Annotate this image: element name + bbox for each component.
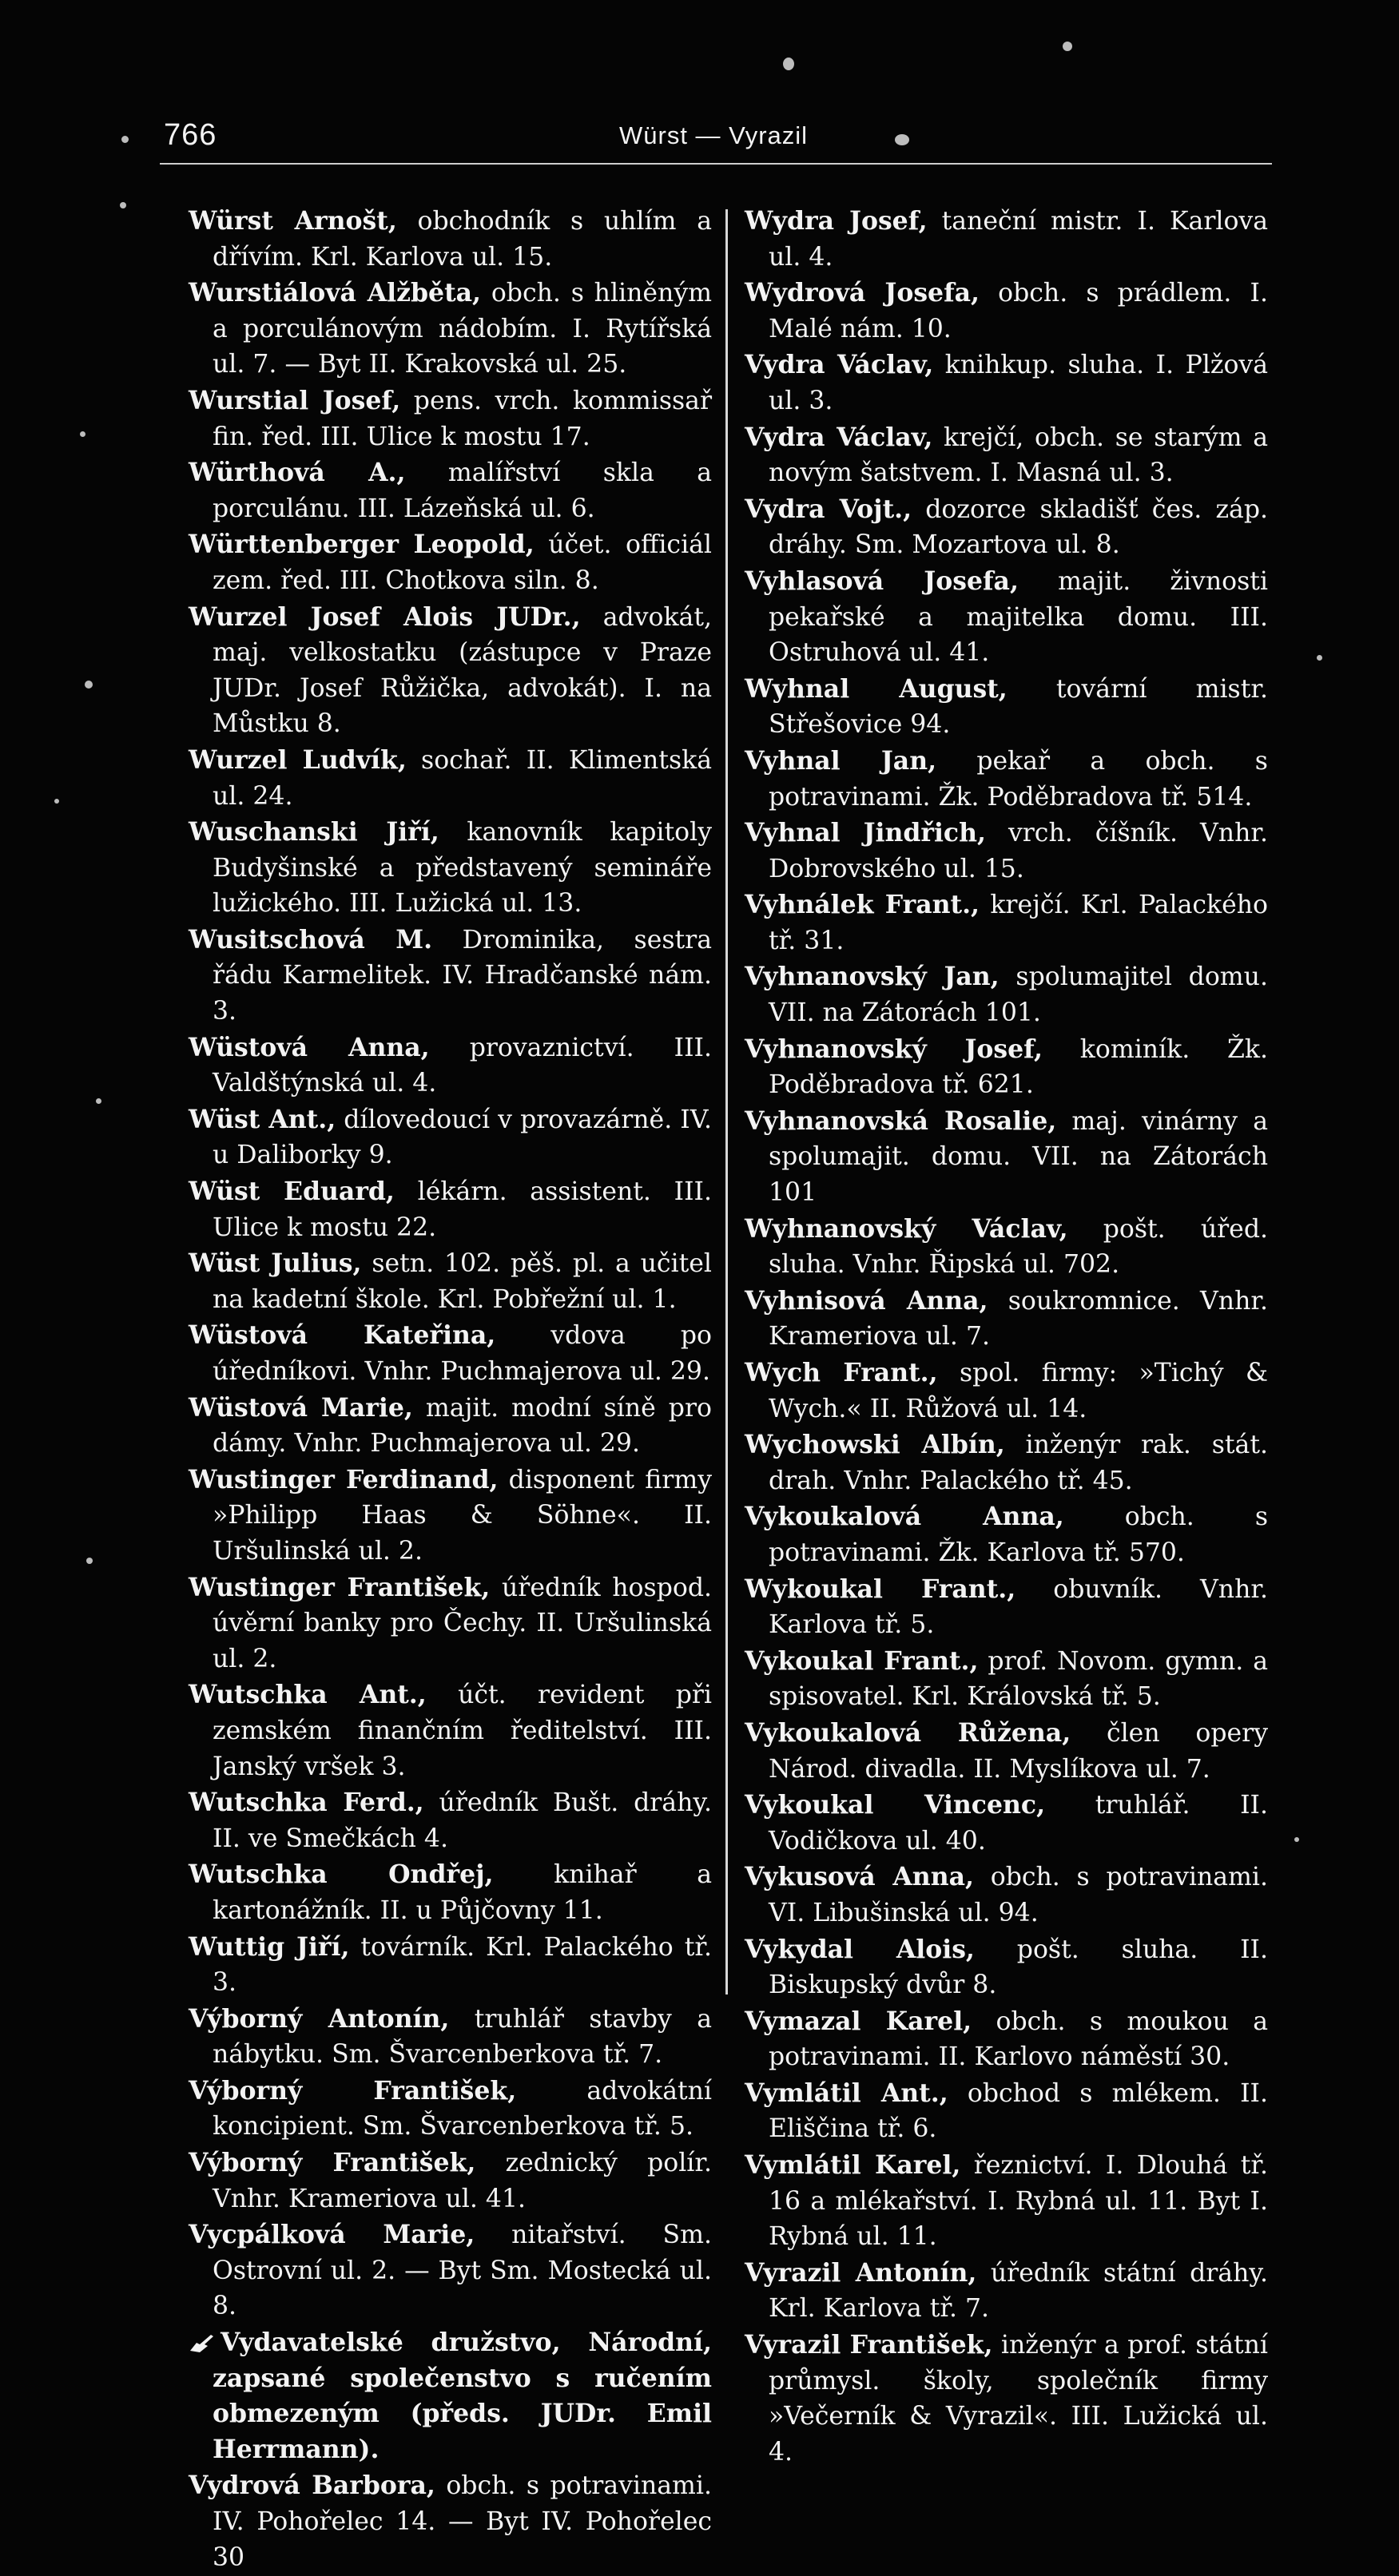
entry-details: obch. s prádlem. I. Malé nám. 10. bbox=[769, 279, 1268, 343]
directory-entry bbox=[189, 2002, 712, 2073]
directory-entry bbox=[745, 1499, 1268, 1570]
entry-details: tovární mistr. Střešovice 94. bbox=[769, 674, 1268, 740]
entry-details: kanovník kapitoly Budyšinské a představený semináře lužického. III. Lužická ul. 13. bbox=[213, 818, 712, 919]
entry-details: spolumajitel domu. VII. na Zátorách 101. bbox=[769, 963, 1268, 1028]
entry-name: Výborný František, bbox=[189, 2148, 476, 2178]
directory-entry bbox=[745, 347, 1268, 419]
entry-name: Wykoukal Frant., bbox=[745, 1574, 1016, 1604]
directory-entry bbox=[745, 1104, 1268, 1211]
entry-name: Vykoukal Frant., bbox=[745, 1645, 979, 1676]
entry-name: Vykoukalová Růžena, bbox=[745, 1717, 1071, 1748]
entry-details: truhlář. II. Vodičkova ul. 40. bbox=[769, 1791, 1268, 1856]
running-title: Würst — Vyrazil bbox=[619, 121, 809, 149]
entry-name: Wydrová Josefa, bbox=[745, 278, 980, 308]
directory-entry bbox=[189, 1785, 712, 1856]
entry-name: Vymlátil Karel, bbox=[745, 2150, 961, 2181]
directory-entry bbox=[189, 815, 712, 922]
directory-entry bbox=[745, 1860, 1268, 1931]
entry-name: Vykusová Anna, bbox=[745, 1862, 974, 1892]
directory-entry bbox=[745, 959, 1268, 1030]
directory-entry bbox=[745, 1355, 1268, 1427]
entry-name: Vycpálková Marie, bbox=[189, 2220, 475, 2250]
entry-details: obch. s hliněným a porculánovým nádobím. I. Rytířská ul. 7. — Byt II. Krakovská ul. 25. bbox=[213, 279, 712, 379]
directory-entry bbox=[189, 1174, 712, 1245]
entry-details: obch. s potravinami. VI. Libušinská ul. 94. bbox=[769, 1863, 1268, 1927]
entry-name: Wutschka Ant., bbox=[189, 1680, 427, 1710]
entry-name: Wurstiálová Alžběta, bbox=[189, 278, 482, 308]
directory-entry bbox=[745, 1572, 1268, 1643]
entry-name: Wyhnal August, bbox=[745, 673, 1008, 704]
directory-entry bbox=[745, 2256, 1268, 2327]
entry-name: Vydra Václav, bbox=[745, 422, 933, 452]
directory-entry bbox=[189, 1246, 712, 1317]
entry-details: inženýr a prof. státní průmysl. školy, společník firmy »Večerník & Vyrazil«. III. Lužická ul. 4. bbox=[769, 2331, 1268, 2467]
pointing-hand-icon bbox=[189, 2332, 216, 2354]
entry-name: Wyhnanovský Václav, bbox=[745, 1213, 1068, 1244]
left-column bbox=[189, 204, 712, 2576]
entry-name: Výborný Antonín, bbox=[189, 2003, 450, 2034]
directory-entry bbox=[745, 420, 1268, 491]
entry-details: spol. firmy: »Tichý & Wych.« II. Růžová ul. 14. bbox=[769, 1359, 1268, 1423]
entry-details: úředník Bušt. dráhy. II. ve Smečkách 4. bbox=[213, 1788, 713, 1853]
entry-name: Vyhnal Jan, bbox=[745, 745, 937, 776]
scan-speck bbox=[120, 202, 126, 208]
entry-details: provaznictví. III. Valdštýnská ul. 4. bbox=[213, 1033, 712, 1098]
scan-speck bbox=[1317, 655, 1322, 661]
directory-entry bbox=[189, 455, 712, 526]
directory-entry bbox=[189, 2074, 712, 2145]
entry-details: maj. vinárny a spolumajit. domu. VII. na Zátorách 101 bbox=[769, 1106, 1268, 1208]
directory-entry bbox=[745, 1032, 1268, 1103]
scan-speck bbox=[86, 1558, 93, 1564]
directory-entry bbox=[745, 492, 1268, 563]
entry-details: obch. s moukou a potravinami. II. Karlovo náměstí 30. bbox=[769, 2006, 1268, 2072]
entry-name: Vymazal Karel, bbox=[745, 2006, 972, 2036]
entry-name: Wüstová Kateřina, bbox=[189, 1320, 496, 1351]
entry-details: vdova po úředníkovi. Vnhr. Puchmajerova ul. 29. bbox=[213, 1321, 712, 1386]
entry-name: Wusitschová M. bbox=[189, 924, 433, 955]
entry-name: Vykoukalová Anna, bbox=[745, 1502, 1064, 1532]
entry-name: Vydavatelské družstvo, Národní, zapsané společenstvo s ručením obmezeným (předs. JUDr. Emil Herrmann). bbox=[213, 2328, 712, 2464]
entry-details: taneční mistr. I. Karlova ul. 4. bbox=[769, 207, 1269, 272]
entry-name: Vykoukal Vincenc, bbox=[745, 1790, 1046, 1820]
entry-name: Wurzel Josef Alois JUDr., bbox=[189, 601, 581, 632]
directory-entry bbox=[189, 527, 712, 598]
directory-entry bbox=[189, 1857, 712, 1928]
entry-details: řeznictví. I. Dlouhá tř. 16 a mlékařství. I. Rybná ul. 11. Byt I. Rybná ul. 11. bbox=[769, 2151, 1268, 2252]
entry-details: malířství skla a porculánu. III. Lázeňská ul. 6. bbox=[213, 458, 712, 523]
entry-details: kominík. Žk. Poděbradova tř. 621. bbox=[769, 1034, 1268, 1100]
entry-details: účt. revident při zemském finančním ředitelství. III. Janský vršek 3. bbox=[213, 1681, 712, 1781]
entry-details: disponent firmy »Philipp Haas & Söhne«. II. Uršulinská ul. 2. bbox=[213, 1465, 712, 1566]
directory-entry bbox=[745, 1716, 1268, 1787]
entry-details: člen opery Národ. divadla. II. Myslíkova ul. 7. bbox=[769, 1718, 1269, 1784]
directory-entry bbox=[189, 1463, 712, 1570]
directory-entry bbox=[189, 1030, 712, 1101]
page-number: 766 bbox=[164, 118, 217, 152]
entry-details: majit. živnosti pekařské a majitelka domu. III. Ostruhová ul. 41. bbox=[769, 566, 1268, 668]
directory-entry bbox=[745, 2328, 1268, 2470]
entry-name: Wychowski Albín, bbox=[745, 1430, 1005, 1460]
directory-entry bbox=[745, 1932, 1268, 2003]
directory-entry bbox=[745, 887, 1268, 959]
directory-entry bbox=[189, 2217, 712, 2324]
entry-name: Würst Arnošt, bbox=[189, 206, 397, 236]
directory-entry bbox=[745, 1284, 1268, 1355]
entry-details: obch. s potravinami. Žk. Karlova tř. 570. bbox=[769, 1502, 1269, 1567]
entry-details: sochař. II. Klimentská ul. 24. bbox=[213, 745, 712, 811]
directory-entry bbox=[745, 816, 1268, 887]
entry-details: Drominika, sestra řádu Karmelitek. IV. Hradčanské nám. 3. bbox=[213, 925, 712, 1026]
directory-entry bbox=[189, 1930, 712, 2001]
entry-details: knihkup. sluha. I. Plžová ul. 3. bbox=[769, 351, 1268, 415]
directory-entry bbox=[745, 1644, 1268, 1715]
directory-entry bbox=[189, 2325, 712, 2467]
entry-name: Vydra Vojt., bbox=[745, 494, 912, 524]
directory-entry bbox=[189, 600, 712, 742]
entry-details: nitařství. Sm. Ostrovní ul. 2. — Byt Sm. Mostecká ul. 8. bbox=[213, 2221, 712, 2321]
entry-name: Vyhlasová Josefa, bbox=[745, 566, 1019, 596]
entry-details: advokátní koncipient. Sm. Švarcenberkova tř. 5. bbox=[213, 2076, 712, 2141]
entry-name: Wutschka Ferd., bbox=[189, 1788, 424, 1818]
directory-entry bbox=[745, 2004, 1268, 2075]
directory-entry bbox=[745, 1788, 1268, 1859]
scan-speck bbox=[54, 799, 59, 804]
entry-details: pošt. úřed. sluha. Vnhr. Řipská ul. 702. bbox=[769, 1214, 1268, 1280]
scan-speck bbox=[895, 134, 909, 145]
entry-details: setn. 102. pěš. pl. a učitel na kadetní škole. Krl. Pobřežní ul. 1. bbox=[213, 1249, 712, 1314]
entry-name: Vyhnanovská Rosalie, bbox=[745, 1105, 1057, 1136]
directory-entry bbox=[189, 1677, 712, 1784]
scan-speck bbox=[1063, 42, 1072, 51]
directory-entry bbox=[189, 1570, 712, 1677]
entry-name: Wüst Julius, bbox=[189, 1248, 362, 1279]
entry-details: knihař a kartonážník. II. u Půjčovny 11. bbox=[213, 1860, 712, 1925]
directory-entry bbox=[189, 1102, 712, 1173]
entry-details: truhlář stavby a nábytku. Sm. Švarcenberkova tř. 7. bbox=[213, 2004, 712, 2070]
entry-details: pekař a obch. s potravinami. Žk. Poděbradova tř. 514. bbox=[769, 746, 1268, 812]
entry-name: Wych Frant., bbox=[745, 1358, 938, 1387]
directory-entry bbox=[745, 1427, 1268, 1498]
entry-details: účet. officiál zem. řed. III. Chotkova siln. 8. bbox=[213, 530, 712, 595]
entry-details: obchodník s uhlím a dřívím. Krl. Karlova ul. 15. bbox=[213, 207, 712, 272]
entry-details: krejčí, obch. se starým a novým šatstvem. I. Masná ul. 3. bbox=[769, 423, 1268, 488]
directory-entry bbox=[189, 743, 712, 814]
scan-speck bbox=[121, 136, 129, 143]
directory-entry bbox=[745, 672, 1268, 743]
scan-speck bbox=[783, 58, 794, 70]
entry-name: Vyrazil František, bbox=[745, 2330, 993, 2360]
directory-entry bbox=[189, 1391, 712, 1462]
entry-name: Wuttig Jiří, bbox=[189, 1931, 350, 1962]
entry-details: pošt. sluha. II. Biskupský dvůr 8. bbox=[769, 1935, 1268, 2000]
entry-details: krejčí. Krl. Palackého tř. 31. bbox=[769, 891, 1268, 955]
scan-speck bbox=[1294, 1837, 1299, 1842]
directory-entry bbox=[189, 2145, 712, 2217]
entry-name: Wustinger Ferdinand, bbox=[189, 1464, 499, 1494]
entry-details: dozorce skladišť čes. záp. dráhy. Sm. Mozartova ul. 8. bbox=[769, 494, 1268, 560]
entry-name: Vydrová Barbora, bbox=[189, 2471, 435, 2501]
entry-name: Vyhnálek Frant., bbox=[745, 890, 980, 920]
entry-details: zednický polír. Vnhr. Krameriova ul. 41. bbox=[213, 2149, 712, 2213]
entry-name: Výborný František, bbox=[189, 2075, 517, 2106]
entry-details: prof. Novom. gymn. a spisovatel. Krl. Královská tř. 5. bbox=[769, 1646, 1269, 1712]
entry-name: Wutschka Ondřej, bbox=[189, 1860, 494, 1890]
entry-name: Würthová A., bbox=[189, 458, 406, 488]
directory-entry bbox=[745, 204, 1268, 275]
entry-details: soukromnice. Vnhr. Krameriova ul. 7. bbox=[769, 1286, 1268, 1352]
directory-entry bbox=[189, 276, 712, 383]
entry-name: Vyhnisová Anna, bbox=[745, 1285, 988, 1316]
entry-name: Wüstová Anna, bbox=[189, 1032, 430, 1062]
entry-details: majit. modní síně pro dámy. Vnhr. Puchmajerova ul. 29. bbox=[213, 1393, 712, 1459]
entry-details: úředník hospod. úvěrní banky pro Čechy. II. Uršulinská ul. 2. bbox=[213, 1573, 712, 1673]
directory-entry bbox=[189, 2468, 712, 2575]
entry-details: inženýr rak. stát. drah. Vnhr. Palackého tř. 45. bbox=[769, 1431, 1268, 1495]
entry-name: Vymlátil Ant., bbox=[745, 2078, 948, 2108]
entry-name: Wuschanski Jiří, bbox=[189, 817, 439, 847]
right-column bbox=[745, 204, 1268, 2471]
entry-details: lékárn. assistent. III. Ulice k mostu 22. bbox=[213, 1177, 712, 1242]
scan-speck bbox=[80, 431, 85, 437]
scan-speck bbox=[85, 681, 93, 689]
directory-entry bbox=[745, 1212, 1268, 1283]
entry-name: Württenberger Leopold, bbox=[189, 530, 535, 560]
entry-details: vrch. číšník. Vnhr. Dobrovského ul. 15. bbox=[769, 819, 1268, 883]
directory-entry bbox=[189, 923, 712, 1030]
header-rule bbox=[160, 163, 1272, 165]
entry-name: Vykydal Alois, bbox=[745, 1934, 975, 1964]
directory-entry bbox=[189, 1318, 712, 1389]
entry-name: Wurstial Josef, bbox=[189, 385, 401, 415]
entry-name: Vyrazil Antonín, bbox=[745, 2257, 977, 2288]
directory-entry bbox=[745, 564, 1268, 671]
entry-name: Wüst Eduard, bbox=[189, 1177, 395, 1207]
entry-name: Wustinger František, bbox=[189, 1572, 491, 1602]
entry-details: obchod s mlékem. II. Eliščina tř. 6. bbox=[769, 2078, 1268, 2144]
entry-details: obuvník. Vnhr. Karlova tř. 5. bbox=[769, 1574, 1268, 1640]
entry-details: úředník státní dráhy. Krl. Karlova tř. 7. bbox=[769, 2258, 1268, 2324]
directory-entry bbox=[189, 204, 712, 275]
entry-details: pens. vrch. kommissař fin. řed. III. Ulice k mostu 17. bbox=[213, 386, 712, 451]
entry-name: Vydra Václav, bbox=[745, 350, 934, 380]
entry-details: advokát, maj. velkostatku (zástupce v Praze JUDr. Josef Růžička, advokát). I. na Můstku 8. bbox=[213, 602, 712, 739]
entry-name: Vyhnanovský Jan, bbox=[745, 962, 1000, 992]
directory-entry bbox=[745, 2148, 1268, 2255]
entry-name: Wurzel Ludvík, bbox=[189, 744, 407, 775]
directory-entry bbox=[745, 744, 1268, 815]
entry-details: obch. s potravinami. IV. Pohořelec 14. — Byt IV. Pohořelec 30 bbox=[213, 2471, 713, 2572]
entry-name: Wüst Ant., bbox=[189, 1104, 336, 1134]
entry-name: Vyhnal Jindřich, bbox=[745, 818, 986, 848]
directory-entry bbox=[745, 276, 1268, 347]
entry-details: továrník. Krl. Palackého tř. 3. bbox=[213, 1932, 712, 1998]
entry-name: Wydra Josef, bbox=[745, 206, 928, 236]
column-divider bbox=[725, 209, 728, 1995]
entry-name: Wüstová Marie, bbox=[189, 1392, 413, 1423]
page-header bbox=[164, 118, 1274, 166]
entry-name: Vyhnanovský Josef, bbox=[745, 1034, 1043, 1064]
directory-entry bbox=[189, 383, 712, 454]
directory-entry bbox=[745, 2076, 1268, 2147]
entry-details: dílovedoucí v provazárně. IV. u Daliborky 9. bbox=[213, 1105, 712, 1170]
scan-speck bbox=[96, 1098, 101, 1104]
